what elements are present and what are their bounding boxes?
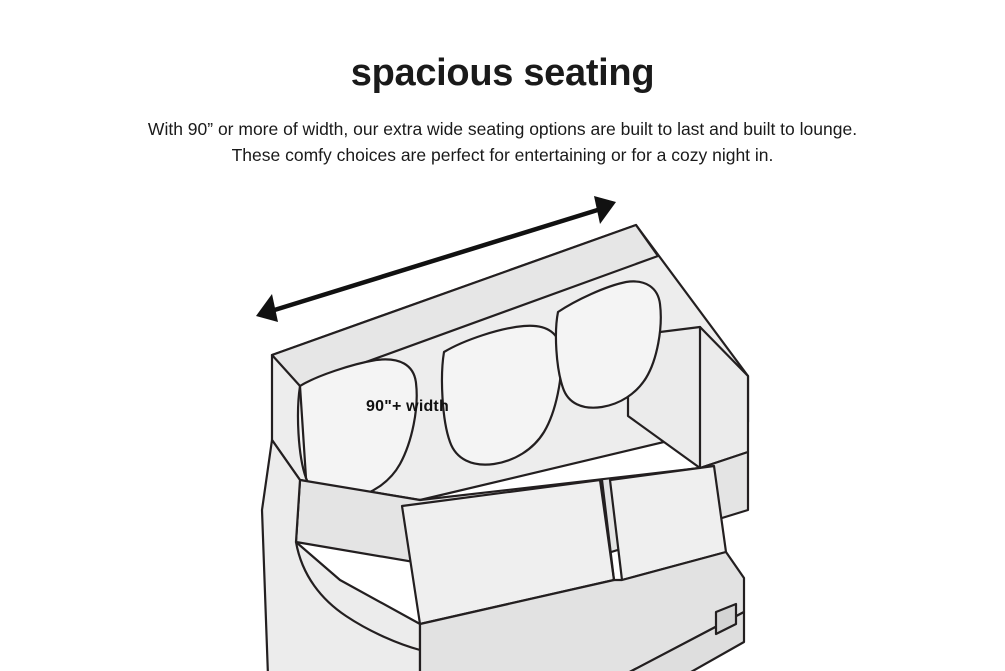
subtitle-line-1: With 90” or more of width, our extra wide seating options are built to last and built to lounge. bbox=[147, 119, 858, 139]
dimension-arrowhead-left bbox=[256, 294, 278, 322]
sofa-illustration bbox=[0, 180, 1005, 671]
subtitle-line-2: These comfy choices are perfect for entertaining or for a cozy night in. bbox=[231, 145, 774, 165]
page-title: spacious seating bbox=[350, 52, 655, 94]
width-dimension-label: 90"+ width bbox=[366, 398, 449, 415]
dimension-arrowhead-right bbox=[594, 196, 616, 224]
page-subtitle bbox=[0, 116, 1005, 168]
sofa-diagram-svg bbox=[0, 180, 1005, 671]
